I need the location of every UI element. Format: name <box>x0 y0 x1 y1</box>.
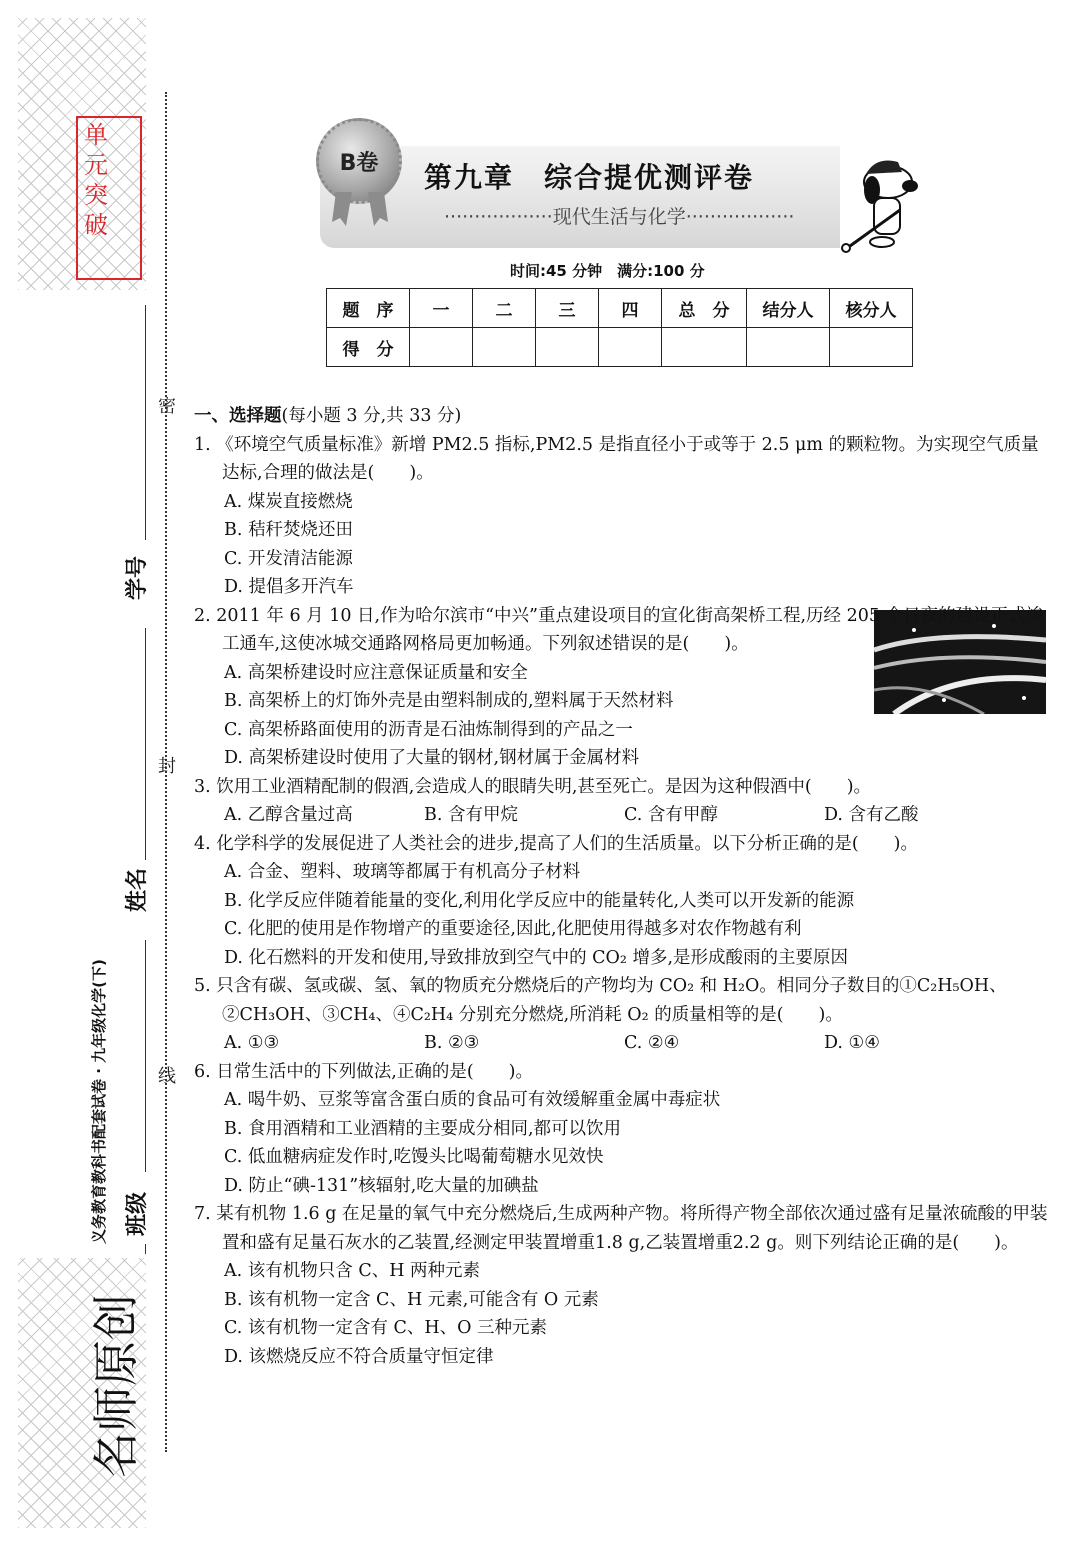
volume-label: B卷 <box>339 150 379 176</box>
unit-badge-char: 元 <box>84 151 108 179</box>
option[interactable]: B. 含有甲烷 <box>424 805 518 825</box>
time-info: 时间:45 分钟 满分:100 分 <box>510 262 705 280</box>
section-title: 一、选择题 <box>194 406 282 426</box>
page-title: 第九章 综合提优测评卷 <box>424 161 755 194</box>
seal-char-mi: 密 <box>158 396 176 417</box>
questions-area <box>194 402 1054 1371</box>
option[interactable]: A. 喝牛奶、豆浆等富含蛋白质的食品可有效缓解重金属中毒症状 <box>224 1090 721 1110</box>
option[interactable]: B. 高架桥上的灯饰外壳是由塑料制成的,塑料属于天然材料 <box>224 691 674 711</box>
score-table-cell: 一 <box>410 289 473 328</box>
brand-text: 名师原创 <box>89 1294 143 1478</box>
option[interactable]: B. ②③ <box>424 1033 480 1053</box>
option[interactable]: C. ②④ <box>624 1033 680 1053</box>
section-heading <box>194 402 1054 431</box>
option[interactable]: A. 煤炭直接燃烧 <box>224 491 353 512</box>
option-group <box>194 1086 1054 1200</box>
name-line[interactable] <box>145 940 146 1172</box>
question-text: 日常生活中的下列做法,正确的是( )。 <box>216 1061 533 1082</box>
score-table-cell: 题 序 <box>327 289 410 328</box>
score-row-label: 得 分 <box>327 328 410 367</box>
score-table-score-row <box>327 328 913 367</box>
question-text: 《环境空气质量标准》新增 PM2.5 指标,PM2.5 是指直径小于或等于 2.5 μm 的颗粒物。为实现空气质量达标,合理的做法是( )。 <box>216 434 1039 483</box>
option-group <box>194 801 1054 830</box>
unit-badge-char: 单 <box>84 121 108 149</box>
score-cell[interactable] <box>599 328 662 367</box>
option[interactable]: B. 秸秆焚烧还田 <box>224 520 353 540</box>
option[interactable]: D. ①④ <box>824 1033 880 1053</box>
option[interactable]: C. 高架桥路面使用的沥青是石油炼制得到的产品之一 <box>224 719 633 740</box>
score-cell[interactable] <box>747 328 830 367</box>
question-number: 6. <box>194 1061 211 1082</box>
option[interactable]: D. 该燃烧反应不符合质量守恒定律 <box>224 1346 494 1367</box>
question-number: 2. <box>194 605 211 626</box>
option[interactable]: B. 化学反应伴随着能量的变化,利用化学反应中的能量转化,人类可以开发新的能源 <box>224 890 855 911</box>
score-table-cell: 四 <box>599 289 662 328</box>
question-text: 某有机物 1.6 g 在足量的氧气中充分燃烧后,生成两种产物。将所得产物全部依次通过盛有足量浓硫酸的甲装置和盛有足量石灰水的乙装置,经测定甲装置增重1.8 g,乙装置增重2.2 g。则下列结论正确的是( )。 <box>216 1204 1048 1253</box>
series-text: 义务教育教科书配套试卷 · 九年级化学(下) <box>90 959 108 1244</box>
question <box>194 830 1054 859</box>
option[interactable]: D. 高架桥建设时使用了大量的钢材,钢材属于金属材料 <box>224 748 640 768</box>
option[interactable]: C. 含有甲醇 <box>624 805 718 825</box>
question-number: 5. <box>194 976 211 996</box>
option-group <box>194 858 1054 972</box>
question <box>194 602 1054 659</box>
option[interactable]: C. 低血糖病症发作时,吃馒头比喝葡萄糖水见效快 <box>224 1147 604 1167</box>
option[interactable]: A. 高架桥建设时应注意保证质量和安全 <box>224 662 528 683</box>
page-subtitle: ··················现代生活与化学·················· <box>444 206 795 228</box>
option[interactable]: D. 含有乙酸 <box>824 805 919 825</box>
question-text: 化学科学的发展促进了人类社会的进步,提高了人们的生活质量。以下分析正确的是( )。 <box>216 833 918 854</box>
score-table-header-row <box>327 289 913 328</box>
snoopy-golfer-icon <box>836 152 926 256</box>
option-group <box>194 1257 1054 1371</box>
rosette-ribbon-icon <box>330 192 390 226</box>
seal-char-feng: 封 <box>158 756 176 777</box>
option[interactable]: B. 该有机物一定含 C、H 元素,可能含有 O 元素 <box>224 1289 599 1310</box>
question <box>194 431 1054 488</box>
question <box>194 773 1054 802</box>
unit-badge-char: 突 <box>84 181 108 209</box>
option[interactable]: D. 提倡多开汽车 <box>224 577 354 597</box>
option[interactable]: A. ①③ <box>224 1033 280 1053</box>
student-no-line[interactable] <box>145 305 146 540</box>
score-cell[interactable] <box>662 328 747 367</box>
option-group <box>194 659 1054 773</box>
student-no-label: 学号 <box>125 555 150 600</box>
section-points: (每小题 3 分,共 33 分) <box>281 406 462 426</box>
score-table-cell: 总 分 <box>662 289 747 328</box>
unit-badge-char: 破 <box>84 211 108 239</box>
student-no-line-2[interactable] <box>145 628 146 860</box>
score-cell[interactable] <box>536 328 599 367</box>
score-table <box>326 288 913 367</box>
question-number: 4. <box>194 833 211 854</box>
option-group <box>194 488 1054 602</box>
question-text: 饮用工业酒精配制的假酒,会造成人的眼睛失明,甚至死亡。是因为这种假酒中( )。 <box>216 776 872 797</box>
question-number: 1. <box>194 434 211 455</box>
question <box>194 1058 1054 1087</box>
seal-char-xian: 线 <box>158 1066 176 1087</box>
score-cell[interactable] <box>473 328 536 367</box>
class-label: 班级 <box>125 1191 150 1236</box>
option[interactable]: D. 防止“碘-131”核辐射,吃大量的加碘盐 <box>224 1175 539 1196</box>
unit-badge <box>76 116 142 280</box>
option[interactable]: B. 食用酒精和工业酒精的主要成分相同,都可以饮用 <box>224 1118 622 1139</box>
option[interactable]: A. 该有机物只含 C、H 两种元素 <box>224 1261 481 1281</box>
option[interactable]: A. 乙醇含量过高 <box>224 805 353 825</box>
option-group <box>194 1029 1054 1058</box>
question <box>194 1200 1054 1257</box>
question-number: 7. <box>194 1204 211 1224</box>
question-text: 只含有碳、氢或碳、氢、氧的物质充分燃烧后的产物均为 CO₂ 和 H₂O。相同分子数目的①C₂H₅OH、②CH₃OH、③CH₄、④C₂H₄ 分别充分燃烧,所消耗 O₂ 的质量相等的是( )。 <box>216 976 1007 1025</box>
score-cell[interactable] <box>830 328 913 367</box>
score-table-cell: 核分人 <box>830 289 913 328</box>
score-table-cell: 结分人 <box>747 289 830 328</box>
option[interactable]: C. 化肥的使用是作物增产的重要途径,因此,化肥使用得越多对农作物越有利 <box>224 919 802 939</box>
name-label: 姓名 <box>125 867 150 912</box>
option[interactable]: D. 化石燃料的开发和使用,导致排放到空气中的 CO₂ 增多,是形成酸雨的主要原因 <box>224 947 849 968</box>
class-line-bottom[interactable] <box>145 1244 146 1254</box>
question <box>194 972 1054 1029</box>
question-text: 2011 年 6 月 10 日,作为哈尔滨市“中兴”重点建设项目的宣化街高架桥工程,历经 205 个日夜的建设正式竣工通车,这使冰城交通路网格局更加畅通。下列叙述错误的是( )。 <box>216 605 1044 654</box>
question-number: 3. <box>194 776 211 797</box>
option[interactable]: C. 开发清洁能源 <box>224 548 353 569</box>
score-table-cell: 三 <box>536 289 599 328</box>
score-cell[interactable] <box>410 328 473 367</box>
option[interactable]: C. 该有机物一定含有 C、H、O 三种元素 <box>224 1318 548 1338</box>
score-table-cell: 二 <box>473 289 536 328</box>
option[interactable]: A. 合金、塑料、玻璃等都属于有机高分子材料 <box>224 862 581 882</box>
